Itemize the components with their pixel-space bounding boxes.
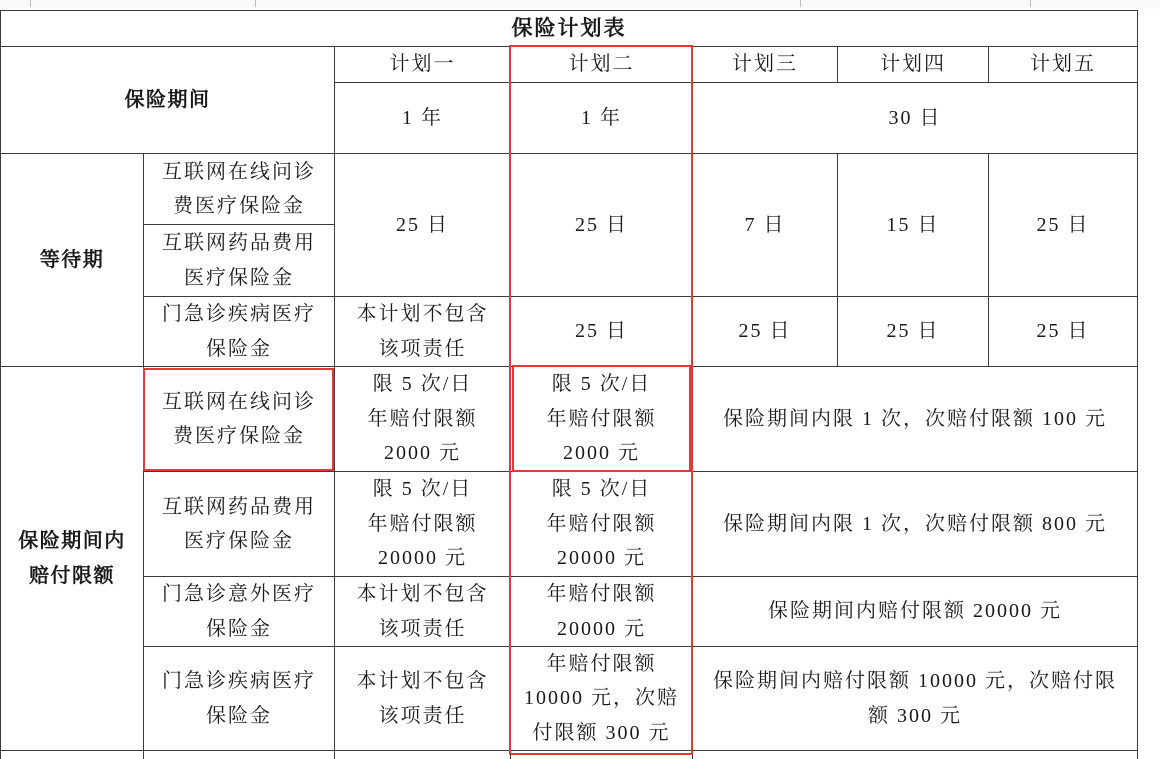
claim-outpatient-disease-plan-3-to-5: 保险期间内赔付限额 10000 元，次赔付限 额 300 元 — [692, 646, 1138, 751]
next-row-cell — [692, 750, 1138, 759]
period-plan-1: 1 年 — [334, 82, 511, 154]
waiting-period-label: 等待期 — [0, 153, 144, 367]
header-plan-4: 计划四 — [837, 46, 989, 83]
claim-item-online-drug: 互联网药品费用 医疗保险金 — [143, 471, 335, 577]
claim-item-online-consultation: 互联网在线问诊 费医疗保险金 — [143, 366, 335, 472]
claim-online-drug-plan-1: 限 5 次/日 年赔付限额 20000 元 — [334, 471, 511, 577]
claim-outpatient-disease-plan-2: 年赔付限额 10000 元，次赔 付限额 300 元 — [510, 646, 693, 751]
next-row-cell — [510, 750, 693, 759]
next-row-cell — [0, 750, 144, 759]
next-row-cell — [143, 750, 335, 759]
table-title: 保险计划表 — [0, 10, 1138, 47]
waiting-outpatient-plan-4: 25 日 — [837, 296, 989, 367]
claim-limits-label: 保险期间内 赔付限额 — [0, 366, 144, 751]
waiting-online-plan-2: 25 日 — [510, 153, 693, 297]
header-plan-5: 计划五 — [988, 46, 1138, 83]
table-edge-tick — [800, 0, 801, 7]
waiting-outpatient-plan-5: 25 日 — [988, 296, 1138, 367]
waiting-outpatient-plan-1: 本计划不包含 该项责任 — [334, 296, 511, 367]
claim-online-drug-plan-3-to-5: 保险期间内限 1 次，次赔付限额 800 元 — [692, 471, 1138, 577]
claim-outpatient-accident-plan-2: 年赔付限额 20000 元 — [510, 576, 693, 647]
claim-outpatient-disease-plan-1: 本计划不包含 该项责任 — [334, 646, 511, 751]
period-plan-3-to-5: 30 日 — [692, 82, 1138, 154]
waiting-outpatient-plan-3: 25 日 — [692, 296, 838, 367]
claim-item-outpatient-accident: 门急诊意外医疗 保险金 — [143, 576, 335, 647]
next-row-cell — [334, 750, 511, 759]
claim-item-outpatient-disease: 门急诊疾病医疗 保险金 — [143, 646, 335, 751]
header-plan-1: 计划一 — [334, 46, 511, 83]
waiting-online-plan-3: 7 日 — [692, 153, 838, 297]
table-edge-tick — [255, 0, 256, 7]
waiting-item-online-consultation: 互联网在线问诊 费医疗保险金 — [143, 153, 335, 225]
claim-online-drug-plan-2: 限 5 次/日 年赔付限额 20000 元 — [510, 471, 693, 577]
waiting-online-plan-1: 25 日 — [334, 153, 511, 297]
waiting-item-online-drug: 互联网药品费用 医疗保险金 — [143, 224, 335, 297]
waiting-outpatient-plan-2: 25 日 — [510, 296, 693, 367]
waiting-online-plan-4: 15 日 — [837, 153, 989, 297]
header-plan-2: 计划二 — [510, 46, 693, 83]
claim-outpatient-accident-plan-1: 本计划不包含 该项责任 — [334, 576, 511, 647]
claim-online-consultation-plan-1: 限 5 次/日 年赔付限额 2000 元 — [334, 366, 511, 472]
header-plan-3: 计划三 — [692, 46, 838, 83]
claim-online-consultation-plan-2: 限 5 次/日 年赔付限额 2000 元 — [510, 366, 693, 472]
insurance-period-label: 保险期间 — [0, 46, 335, 154]
waiting-online-plan-5: 25 日 — [988, 153, 1138, 297]
previous-table-edge — [0, 0, 1160, 9]
table-edge-tick — [1030, 0, 1031, 7]
waiting-item-outpatient-disease: 门急诊疾病医疗 保险金 — [143, 296, 335, 367]
table-edge-tick — [30, 0, 31, 7]
claim-online-consultation-plan-3-to-5: 保险期间内限 1 次，次赔付限额 100 元 — [692, 366, 1138, 472]
period-plan-2: 1 年 — [510, 82, 693, 154]
claim-outpatient-accident-plan-3-to-5: 保险期间内赔付限额 20000 元 — [692, 576, 1138, 647]
